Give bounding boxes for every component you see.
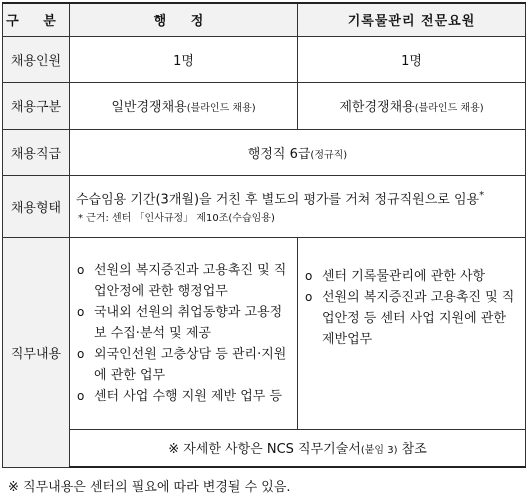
header-admin: 행 정 bbox=[70, 3, 298, 36]
list-item bbox=[76, 302, 293, 344]
bullet-icon: o bbox=[77, 304, 85, 319]
ref-small: (붙임 3) bbox=[360, 445, 398, 457]
row-grade bbox=[3, 129, 526, 175]
duty-text: 센터 사업 수행 지원 제반 업무 등 bbox=[94, 388, 283, 404]
grade-note: (정규직) bbox=[310, 149, 348, 161]
admin-duty-list bbox=[70, 260, 297, 407]
archive-headcount: 1명 bbox=[298, 36, 526, 82]
list-item bbox=[304, 287, 521, 350]
list-item bbox=[76, 386, 293, 407]
duty-text: 국내외 선원의 취업동향과 고용정보 수집·분석 및 제공 bbox=[94, 304, 283, 341]
grade-value bbox=[70, 129, 526, 175]
header-category: 구 분 bbox=[3, 3, 70, 36]
duty-text: 선원의 복지증진과 고용촉진 및 직업안정에 관한 행정업무 bbox=[94, 262, 287, 299]
bullet-icon: o bbox=[77, 346, 85, 361]
admin-duty bbox=[70, 237, 298, 429]
ref-prefix: ※ 자세한 사항은 NCS 직무기술서 bbox=[168, 442, 361, 458]
header-row bbox=[3, 3, 526, 36]
row-duty bbox=[3, 237, 526, 429]
row-form bbox=[3, 175, 526, 237]
admin-headcount: 1명 bbox=[70, 36, 298, 82]
duty-text: 센터 기록물관리에 관한 사항 bbox=[322, 268, 486, 284]
ref-suffix: 참조 bbox=[397, 442, 427, 458]
label-duty: 직무내용 bbox=[3, 237, 70, 467]
form-main-text: 수습임용 기간(3개월)을 거친 후 별도의 평가를 거쳐 정규직원으로 임용 bbox=[76, 192, 480, 208]
admin-type-main: 일반경쟁채용 bbox=[111, 100, 187, 115]
archive-type bbox=[298, 82, 526, 129]
grade-main: 행정직 6급 bbox=[247, 146, 311, 162]
duty-reference bbox=[70, 429, 526, 467]
duty-text: 외국인선원 고충상담 등 관리·지원에 관한 업무 bbox=[94, 346, 287, 383]
list-item bbox=[76, 344, 293, 386]
form-value bbox=[70, 175, 526, 237]
recruitment-table bbox=[2, 2, 526, 468]
bullet-icon: o bbox=[305, 268, 313, 283]
bullet-icon: o bbox=[77, 388, 85, 403]
archive-duty-list bbox=[298, 266, 525, 350]
label-form: 채용형태 bbox=[3, 175, 70, 237]
label-headcount: 채용인원 bbox=[3, 36, 70, 82]
archive-type-main: 제한경쟁채용 bbox=[339, 100, 415, 115]
archive-duty bbox=[298, 237, 526, 429]
admin-type bbox=[70, 82, 298, 129]
row-headcount bbox=[3, 36, 526, 82]
archive-type-note: (블라인드 채용) bbox=[414, 103, 484, 114]
row-type bbox=[3, 82, 526, 129]
bullet-icon: o bbox=[77, 262, 85, 277]
footer-note: ※ 직무내용은 센터의 필요에 따라 변경될 수 있음. bbox=[8, 480, 291, 495]
form-star: * bbox=[479, 189, 485, 201]
label-grade: 채용직급 bbox=[3, 129, 70, 175]
list-item bbox=[76, 260, 293, 302]
bullet-icon: o bbox=[305, 289, 313, 304]
form-note: * 근거: 센터 「인사규정」 제10조(수습임용) bbox=[78, 213, 275, 225]
label-type: 채용구분 bbox=[3, 82, 70, 129]
row-duty-ref bbox=[3, 429, 526, 467]
list-item bbox=[304, 266, 521, 287]
header-archive: 기록물관리 전문요원 bbox=[298, 3, 526, 36]
duty-text: 선원의 복지증진과 고용촉진 및 직업안정 등 센터 사업 지원에 관한 제반업무 bbox=[322, 289, 515, 347]
form-main bbox=[70, 185, 525, 211]
admin-type-note: (블라인드 채용) bbox=[186, 103, 256, 114]
